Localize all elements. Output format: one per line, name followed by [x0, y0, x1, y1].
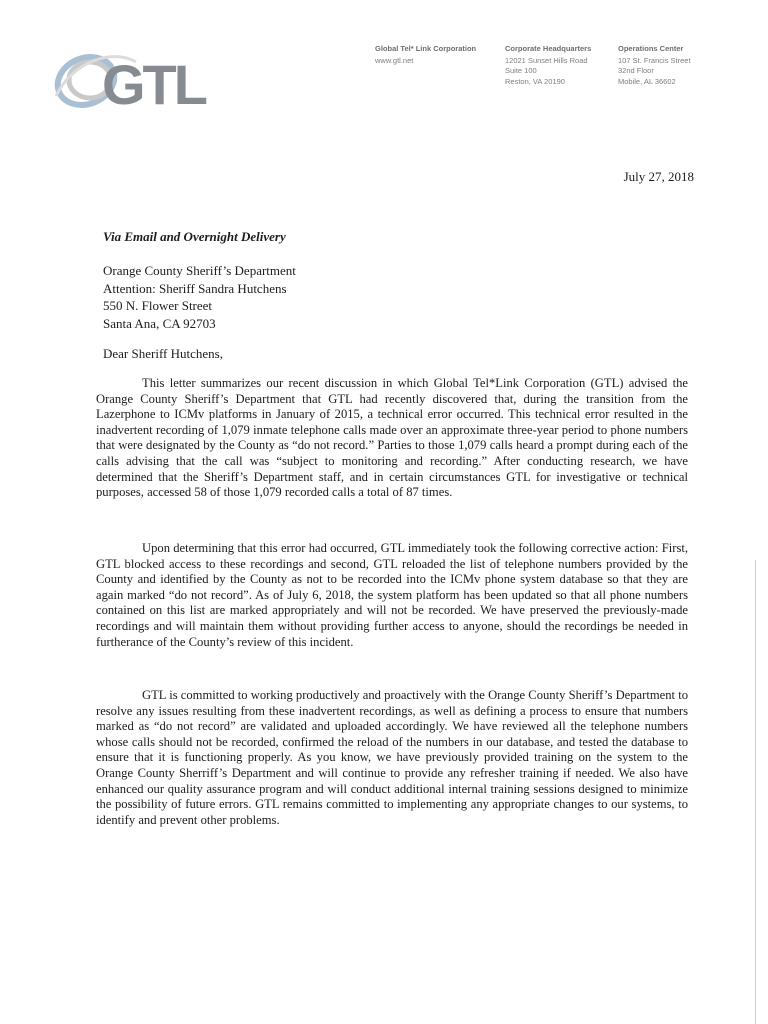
operations-floor: 32nd Floor: [618, 66, 654, 75]
letter-date: July 27, 2018: [623, 169, 694, 184]
salutation: Dear Sheriff Hutchens,: [103, 346, 223, 361]
gtl-logo: [50, 40, 240, 120]
headquarters-city: Reston, VA 20190: [505, 76, 565, 86]
company-website: www.gtl.net: [375, 55, 414, 65]
recipient-street: 550 N. Flower Street: [103, 298, 213, 313]
body-paragraph-1: This letter summarizes our recent discussion in which Global Tel*Link Corporation (GTL) advised the Orange County Sheriff’s Department that GTL had recently discovered that, during the transition from the Lazerphone to ICMv platforms in January of 2015, a technical error occurred. This technical error resulted in the inadvertent recording of 1,079 inmate telephone calls made over an approximate three-year period to phone numbers that were designated by the County as “do not record.” Parties to those 1,079 calls heard a prompt during each of the calls advising that the call was “subject to monitoring and recording.” After conducting research, we have determined that the Sheriff’s Department staff, and in certain circumstances GTL for investigative or technical purposes, accessed 58 of those 1,079 recorded calls a total of 87 times.: [96, 376, 688, 500]
operations-label: Operations Center: [618, 44, 684, 53]
recipient-city: Santa Ana, CA 92703: [103, 315, 216, 331]
recipient-attention: Attention: Sheriff Sandra Hutchens: [103, 280, 287, 296]
body-paragraph-2: Upon determining that this error had occurred, GTL immediately took the following corrective action: First, GTL blocked access to these recordings and second, GTL reloaded the list of telephone numbers provided by the County and identified by the County as not to be recorded into the ICMv phone system database so that they are again marked “do not record”. As of July 6, 2018, the system platform has been updated so that all phone numbers contained on this list are marked appropriately and will not be recorded. We have preserved the previously-made recordings and will maintain them without providing further access to anyone, should the recordings be needed in furtherance of the County’s review of this incident.: [96, 541, 688, 649]
delivery-method: Via Email and Overnight Delivery: [103, 229, 286, 244]
headquarters-label: Corporate Headquarters: [505, 44, 592, 53]
svg-text:GTL: GTL: [102, 53, 205, 116]
body-paragraph-3: GTL is committed to working productively and proactively with the Orange County Sheriff’s Department to resolve any issues resulting from these inadvertent recordings, as well as defining a process to ensure that numbers marked as “do not record” are validated and uploaded accordingly. We have reviewed all the telephone numbers whose calls should not be recorded, confirmed the reload of the numbers in our database, and tested the database to ensure that it is functioning properly. As you know, we have previously provided training on the system to the Orange County Sherriff’s Department and will continue to provide any refresher training if needed. We also have enhanced our quality assurance program and will conduct additional internal training sessions designed to minimize the possibility of future errors. GTL remains committed to implementing any appropriate changes to our systems, to identify and prevent other problems.: [96, 688, 688, 827]
corporate-headquarters: [505, 44, 610, 87]
scan-edge-line: [755, 560, 756, 1024]
headquarters-street: 12021 Sunset Hills Road: [505, 55, 588, 65]
recipient-address: [103, 262, 296, 332]
operations-center: [618, 44, 718, 87]
headquarters-suite: Suite 100: [505, 66, 537, 75]
operations-city: Mobile, AL 36602: [618, 76, 676, 86]
recipient-organization: Orange County Sheriff’s Department: [103, 263, 296, 278]
company-info: [375, 44, 495, 66]
company-name: Global Tel* Link Corporation: [375, 44, 477, 53]
operations-street: 107 St. Francis Street: [618, 55, 691, 65]
